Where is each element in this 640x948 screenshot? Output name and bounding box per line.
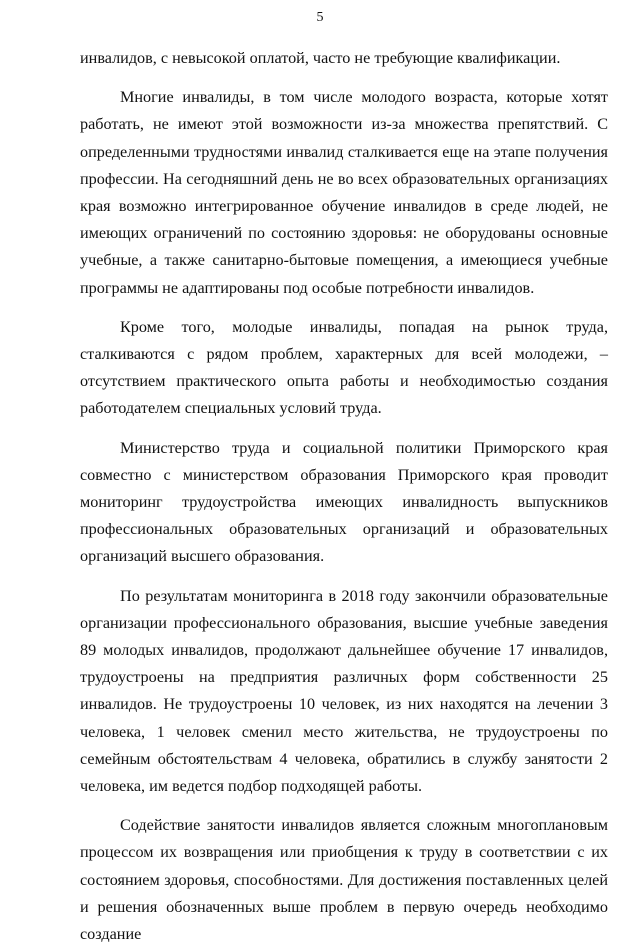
paragraph-monitoring-results: По результатам мониторинга в 2018 году закончили образовательные организации профессионального образования, высшие учебные заведения 89 молодых инвалидов, продолжают дальнейшее обучение 17 инвалидов, трудоустроены на предприятия различных форм собственности 25 инвалидов. Не трудоустроены 10 человек, из них находятся на лечении 3 человека, 1 человек сменил место жительства, не трудоустроены по семейным обстоятельствам 4 человека, обратились в службу занятости 2 человека, им ведется подбор подходящей работы. — [80, 586, 608, 796]
paragraph-continuation: инвалидов, с невысокой оплатой, часто не требующие квалификации. — [80, 49, 561, 67]
paragraph-employment-assistance: Содействие занятости инвалидов является сложным многоплановым процессом их возвращения или приобщения к труду в соответствии с их состоянием здоровья, способностями. Для достижения поставленных целей и решения обозначенных выше проблем в первую очередь необходимо создание — [80, 816, 608, 944]
body-text — [80, 45, 608, 948]
paragraph-barriers: Многие инвалиды, в том числе молодого возраста, которые хотят работать, не имеют этой возможности из-за множества препятствий. С определенными трудностями инвалид сталкивается еще на этапе получения профессии. На сегодняшний день не во всех образовательных организациях края возможно интегрированное обучение инвалидов в среде людей, не имеющих ограничений по состоянию здоровья: не оборудованы основные учебные, а также санитарно-бытовые помещения, а имеющиеся учебные программы не адаптированы под особые потребности инвалидов. — [80, 88, 608, 297]
paragraph-ministry-monitoring: Министерство труда и социальной политики Приморского края совместно с министерством образования Приморского края проводит мониторинг трудоустройства имеющих инвалидность выпускников профессиональных образовательных организаций и образовательных организаций высшего образования. — [80, 438, 608, 566]
page-number: 5 — [316, 10, 324, 25]
paragraph-young-disabled: Кроме того, молодые инвалиды, попадая на рынок труда, сталкиваются с рядом проблем, характерных для всей молодежи, – отсутствием практического опыта работы и необходимостью создания работодателем специальных условий труда. — [80, 317, 608, 418]
